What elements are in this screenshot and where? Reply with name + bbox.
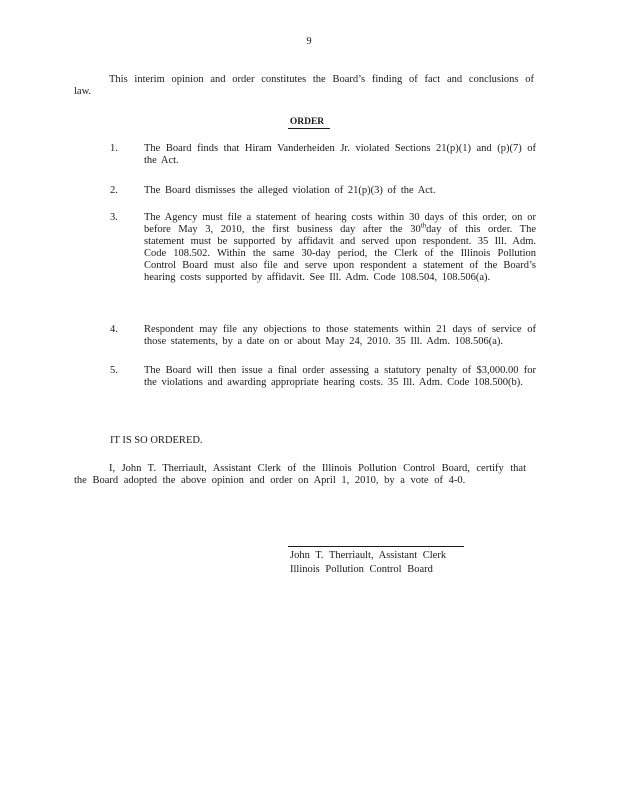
- signatory-name: John T. Therriault, Assistant Clerk: [290, 550, 447, 561]
- order-item-text: [144, 212, 536, 284]
- ordinal-superscript: th: [420, 221, 427, 230]
- order-item-number: 4.: [110, 324, 118, 335]
- order-item-number: 3.: [110, 212, 118, 223]
- signatory-organization: Illinois Pollution Control Board: [290, 564, 433, 575]
- order-item-number: 5.: [110, 365, 118, 376]
- intro-paragraph: This interim opinion and order constitutes the Board’s finding of fact and conclusions of law.: [74, 74, 534, 97]
- order-item-text-part: day of this order. The statement must be supported by affidavit and served upon respondent. 35 Ill. Adm. Code 108.502. Within the same 30-day period, the Clerk of the Illinois Pollution Control Board must also file and serve upon respondent a statement of the Board’s hearing costs supported by affidavit. See Ill. Adm. Code 108.504, 108.506(a).: [144, 224, 537, 283]
- signature-line: [288, 546, 464, 547]
- order-item-text: The Board dismisses the alleged violation of 21(p)(3) of the Act.: [144, 185, 436, 196]
- page-number: 9: [306, 36, 312, 47]
- order-item-text: The Board finds that Hiram Vanderheiden Jr. violated Sections 21(p)(1) and (p)(7) of the Act.: [144, 143, 536, 166]
- order-item-text: The Board will then issue a final order assessing a statutory penalty of $3,000.00 for the violations and awarding appropriate hearing costs. 35 Ill. Adm. Code 108.500(b).: [144, 365, 536, 388]
- order-heading: [0, 116, 618, 129]
- order-heading-text: ORDER: [288, 117, 330, 129]
- order-item-number: 2.: [110, 185, 118, 196]
- certification-paragraph: I, John T. Therriault, Assistant Clerk of the Illinois Pollution Control Board, certify that the Board adopted the above opinion and order on April 1, 2010, by a vote of 4-0.: [74, 463, 526, 486]
- so-ordered-statement: IT IS SO ORDERED.: [110, 435, 203, 446]
- order-item-text: Respondent may file any objections to those statements within 21 days of service of those statements, by a date on or about May 24, 2010. 35 Ill. Adm. 108.506(a).: [144, 324, 536, 347]
- order-item-number: 1.: [110, 143, 118, 154]
- order-item-text-part: The Agency must file a statement of hearing costs within 30 days of this order, on or before May 3, 2010, the first business day after the 30: [144, 212, 536, 235]
